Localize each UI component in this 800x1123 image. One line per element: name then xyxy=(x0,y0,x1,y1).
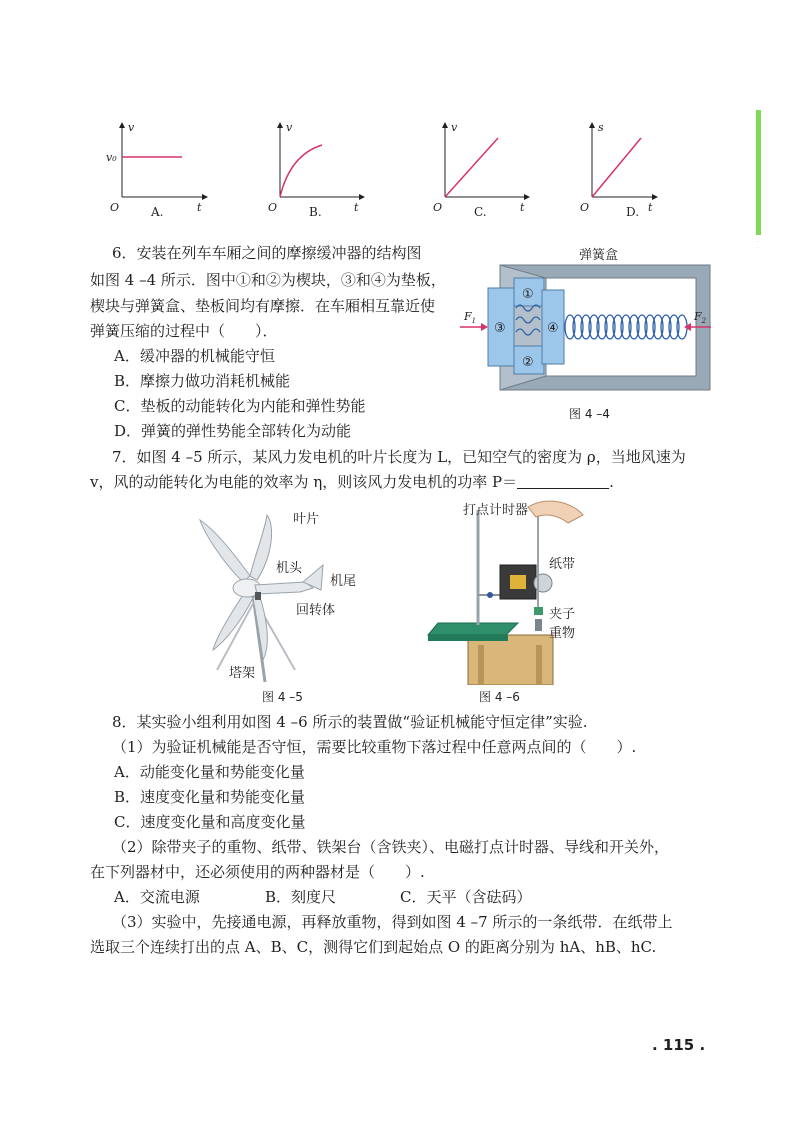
timer-setup-figure xyxy=(408,495,608,685)
graph-b-option: B. xyxy=(309,205,322,219)
q6-option-d: D．弹簧的弹性势能全部转化为动能 xyxy=(114,422,352,440)
axis-y-c: v xyxy=(451,121,458,134)
v0-label: v₀ xyxy=(106,151,117,164)
force-f2-label: $F_2$ xyxy=(694,310,707,325)
nacelle-label: 机头 xyxy=(276,561,303,576)
graph-a-option: A. xyxy=(151,205,164,219)
margin-mark: · · xyxy=(757,239,759,252)
q8-part1: （1）为验证机械能是否守恒，需要比较重物下落过程中任意两点间的（ ）. xyxy=(112,738,637,756)
tape-label: 纸带 xyxy=(549,557,576,572)
q8-p1-option-b: B．速度变化量和势能变化量 xyxy=(114,788,306,806)
graph-d xyxy=(580,121,658,214)
tail-label: 机尾 xyxy=(330,574,357,589)
axis-x-d: t xyxy=(648,201,653,214)
q8-part3-line1: （3）实验中，先接通电源，再释放重物，得到如图 4 –7 所示的一条纸带．在纸带上 xyxy=(112,913,673,931)
pad-4-label: ④ xyxy=(547,321,559,336)
q8-p2-option-c: C．天平（含砝码） xyxy=(400,888,532,906)
graph-c xyxy=(433,121,530,214)
graph-d-option: D. xyxy=(626,205,640,219)
q7-line1: 7．如图 4 –5 所示，某风力发电机的叶片长度为 L，已知空气的密度为 ρ，当地风速为 xyxy=(112,448,686,466)
axis-x-c: t xyxy=(520,201,525,214)
swivel-label: 回转体 xyxy=(296,603,336,618)
clip-label: 夹子 xyxy=(549,607,576,622)
origin-c: O xyxy=(433,201,443,214)
weight-label: 重物 xyxy=(549,626,576,641)
q6-option-b: B．摩擦力做功消耗机械能 xyxy=(114,372,291,390)
q8-line1: 8．某实验小组利用如图 4 –6 所示的装置做“验证机械能守恒定律”实验. xyxy=(112,713,588,731)
fig-4-5-caption: 图 4 –5 xyxy=(262,690,303,704)
wind-turbine-figure xyxy=(195,510,370,685)
q6-line1: 6．安装在列车车厢之间的摩擦缓冲器的结构图 xyxy=(112,244,422,262)
vt-graphs xyxy=(100,115,660,220)
graph-b xyxy=(268,121,365,214)
pad-3-label: ③ xyxy=(494,321,506,336)
q8-part3-line2: 选取三个连续打出的点 A、B、C，测得它们到起始点 O 的距离分别为 hA、hB、hC. xyxy=(90,938,657,956)
wedge-2-label: ② xyxy=(522,355,534,370)
margin-color-bar xyxy=(756,110,761,235)
friction-buffer-figure xyxy=(458,262,713,397)
q8-p1-option-c: C．速度变化量和高度变化量 xyxy=(114,813,306,831)
q8-p2-option-a: A．交流电源 xyxy=(114,888,200,906)
page-number: . 115 . xyxy=(652,1036,706,1054)
q8-p2-option-b: B．刻度尺 xyxy=(265,888,337,906)
origin-b: O xyxy=(268,201,278,214)
q6-line4: 弹簧压缩的过程中（ ）． xyxy=(90,322,278,340)
axis-y-d: s xyxy=(598,121,604,134)
origin-a: O xyxy=(110,201,120,214)
force-f1-label: $F_1$ xyxy=(464,310,477,325)
q7-line2: v，风的动能转化为电能的效率为 η，则该风力发电机的功率 P＝ . xyxy=(90,473,614,491)
q8-part2-line1: （2）除带夹子的重物、纸带、铁架台（含铁夹）、电磁打点计时器、导线和开关外， xyxy=(112,838,670,856)
axis-y-a: v xyxy=(128,121,135,134)
origin-d: O xyxy=(580,201,590,214)
q6-option-c: C．垫板的动能转化为内能和弹性势能 xyxy=(114,397,366,415)
q8-p1-option-a: A．动能变化量和势能变化量 xyxy=(114,763,305,781)
q6-option-a: A．缓冲器的机械能守恒 xyxy=(114,347,275,365)
fig-4-4-caption: 图 4 –4 xyxy=(569,407,610,421)
axis-y-b: v xyxy=(286,121,293,134)
axis-x-a: t xyxy=(197,201,202,214)
q6-line3: 楔块与弹簧盒、垫板间均有摩擦．在车厢相互靠近使 xyxy=(90,297,436,315)
answer-blank[interactable] xyxy=(517,474,609,489)
fig-4-6-caption: 图 4 –6 xyxy=(479,690,520,704)
wedge-1-label: ① xyxy=(522,287,534,302)
tower-label: 塔架 xyxy=(229,666,256,681)
axis-x-b: t xyxy=(354,201,359,214)
graph-c-option: C. xyxy=(474,205,487,219)
graph-a xyxy=(106,121,208,214)
q6-line2: 如图 4 –4 所示．图中①和②为楔块，③和④为垫板， xyxy=(90,271,446,289)
q8-part2-line2: 在下列器材中，还必须使用的两种器材是（ ）. xyxy=(90,863,425,881)
timer-label: 打点计时器 xyxy=(463,503,529,518)
blade-label: 叶片 xyxy=(293,512,320,527)
spring-box-title: 弹簧盒 xyxy=(579,248,619,263)
